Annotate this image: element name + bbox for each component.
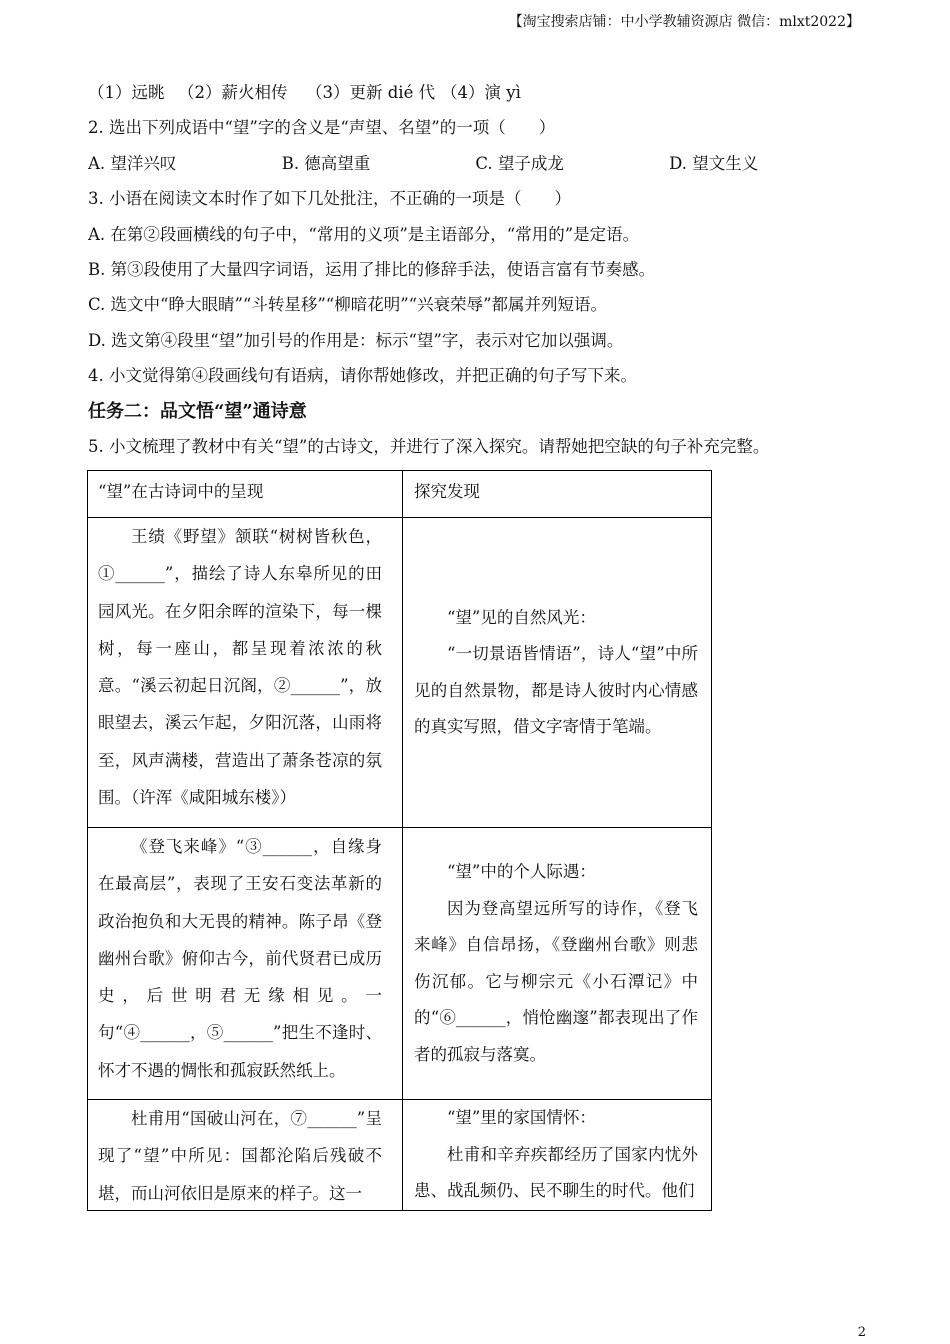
vocab-item-2: （2）薪火相传 — [178, 83, 288, 102]
vocab-item-4: （4）演 yì — [441, 83, 521, 102]
question-5-stem: 5. 小文梳理了教材中有关“望”的古诗文，并进行了深入探究。请帮她把空缺的句子补充完整。 — [88, 436, 770, 456]
vocab-line — [88, 75, 888, 110]
row-2-finding-title: “望”中的个人际遇： — [447, 862, 596, 881]
row-3-finding-body: 杜甫和辛弃疾都经历了国家内忧外患、战乱频仍、民不聊生的时代。他们 — [414, 1144, 698, 1200]
question-4-stem: 4. 小文觉得第④段画线句有语病，请你帮她修改，并把正确的句子写下来。 — [88, 366, 637, 386]
page-number: 2 — [857, 1325, 866, 1340]
row-3-finding-title: “望”里的家国情怀： — [447, 1108, 596, 1127]
row-2-presentation-cell: 《登飞来峰》“③______，自缘身在最高层”，表现了王安石变法革新的政治抱负和大无畏的精神。陈子昂《登幽州台歌》俯仰古今，前代贤君已成历史，后世明君无缘相见。一句“④______，⑤______”把生不逢时、怀才不遇的惆怅和孤寂跃然纸上。 — [88, 828, 403, 1099]
question-2-option-c: C. 望子成龙 — [475, 153, 564, 173]
question-2-option-a: A. 望洋兴叹 — [88, 153, 177, 173]
table-row-2 — [88, 827, 711, 1099]
table-header-presentation: “望”在古诗词中的呈现 — [88, 471, 403, 517]
table-row-3 — [88, 1099, 711, 1210]
vocab-item-1: （1）远眺 — [88, 83, 165, 102]
row-3-presentation-cell: 杜甫用“国破山河在，⑦______”呈现了“望”中所见：国都沦陷后残破不堪，而山河依旧是原来的样子。这一 — [88, 1100, 403, 1210]
question-3-option-c: C. 选文中“睁大眼睛”“斗转星移”“柳暗花明”“兴衰荣辱”都属并列短语。 — [88, 295, 608, 315]
shop-watermark-header: 【淘宝搜索店铺：中小学教辅资源店 微信：mlxt2022】 — [508, 14, 860, 30]
question-3-option-a: A. 在第②段画横线的句子中，“常用的义项”是主语部分，“常用的”是定语。 — [88, 224, 640, 244]
row-1-presentation-cell: 王绩《野望》颔联“树树皆秋色，①______”，描绘了诗人东皋所见的田园风光。在夕阳余晖的渲染下，每一棵树，每一座山，都呈现着浓浓的秋意。“溪云初起日沉阁，②______”，放眼望去，溪云乍起，夕阳沉落，山雨将至，风声满楼，营造出了萧条苍凉的氛围。（许浑《咸阳城东楼》） — [88, 518, 403, 827]
question-2-option-b: B. 德高望重 — [281, 153, 371, 173]
question-2-options — [88, 146, 888, 181]
table-header-row — [88, 471, 711, 517]
question-2-option-d: D. 望文生义 — [669, 153, 759, 173]
row-2-finding-body: 因为登高望远所写的诗作，《登飞来峰》自信昂扬，《登幽州台歌》则悲伤沉郁。它与柳宗元《小石潭记》中的“⑥______，悄怆幽邃”都表现出了作者的孤寂与落寞。 — [414, 898, 698, 1064]
poetry-exploration-table — [87, 470, 712, 1211]
task-2-title: 任务二：品文悟“望”通诗意 — [88, 400, 307, 422]
question-3-option-b: B. 第③段使用了大量四字词语，运用了排比的修辞手法，使语言富有节奏感。 — [88, 259, 656, 279]
row-2-finding-cell — [403, 828, 711, 1099]
vocab-item-3: （3）更新 dié 代 — [306, 83, 436, 102]
question-body — [88, 75, 888, 464]
row-3-finding-cell — [403, 1100, 711, 1210]
row-1-finding-body: “一切景语皆情语”，诗人“望”中所见的自然景物，都是诗人彼时内心情感的真实写照，借文字寄情于笔端。 — [414, 644, 698, 736]
table-row-1 — [88, 517, 711, 827]
row-1-finding-title: “望”见的自然风光： — [447, 607, 596, 627]
row-1-finding-cell — [403, 518, 711, 827]
question-3-option-d: D. 选文第④段里“望”加引号的作用是：标示“望”字，表示对它加以强调。 — [88, 330, 624, 350]
question-2-stem: 2. 选出下列成语中“望”字的含义是“声望、名望”的一项（ ） — [88, 118, 556, 138]
table-header-findings: 探究发现 — [414, 482, 480, 501]
question-3-stem: 3. 小语在阅读文本时作了如下几处批注，不正确的一项是（ ） — [88, 189, 571, 209]
